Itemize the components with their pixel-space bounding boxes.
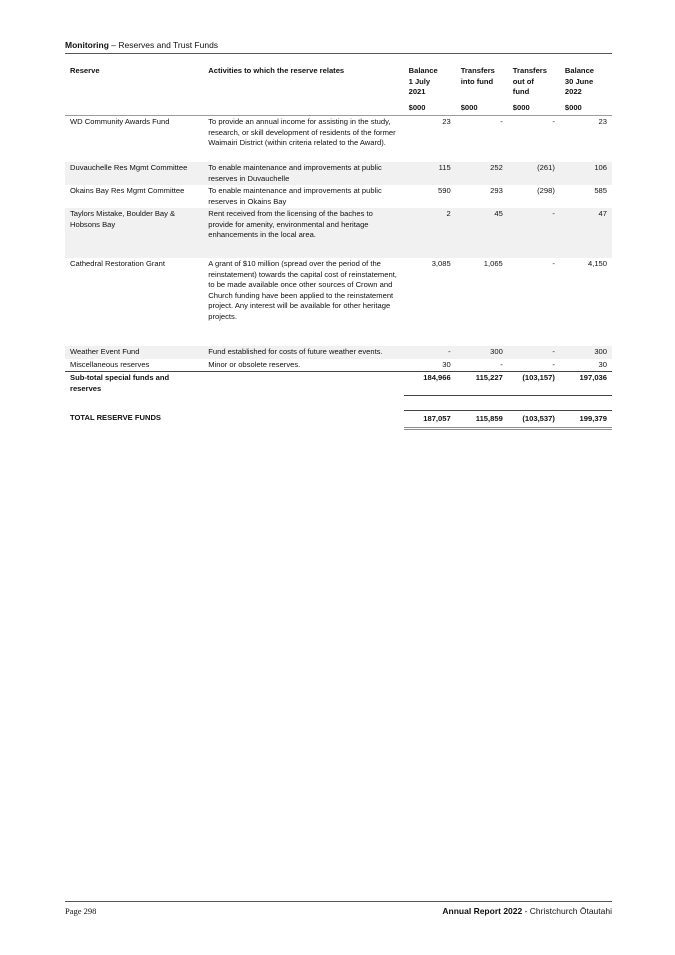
subtotal-row	[65, 372, 612, 396]
col-header-line: Balance	[564, 66, 595, 75]
col-header-line: Transfers	[512, 66, 547, 75]
col-header-transfers-out	[508, 64, 560, 100]
col-header-line: 2022	[564, 87, 582, 96]
units-blank	[203, 100, 403, 116]
header-rule	[65, 53, 612, 54]
report-org: - Christchurch Ōtautahi	[522, 906, 612, 916]
header-title: Reserves and Trust Funds	[118, 40, 219, 50]
total-in: 115,859	[456, 410, 508, 429]
transfers-out-cell: (261)	[508, 162, 560, 185]
reserve-name: Miscellaneous reserves	[65, 359, 203, 372]
col-header-line: into fund	[460, 76, 494, 86]
subtotal-label: Sub-total special funds and reserves	[70, 373, 170, 393]
reserve-name: Weather Event Fund	[65, 346, 203, 359]
total-out: (103,537)	[508, 410, 560, 429]
total-open: 187,057	[404, 410, 456, 429]
transfers-in-cell: -	[500, 117, 503, 126]
reserve-activity: Rent received from the licensing of the baches to provide for amenity, environmental and heritage enhancements in the local area.	[203, 208, 403, 258]
transfers-in-cell: 252	[456, 162, 508, 185]
units-blank	[65, 100, 203, 116]
page-number: Page 298	[65, 906, 97, 916]
col-header-line: Balance	[408, 66, 438, 75]
balance-open-cell: 23	[442, 117, 451, 126]
balance-close-cell: 300	[560, 346, 612, 359]
transfers-out-cell: -	[552, 117, 555, 126]
report-title: Annual Report 2022	[442, 906, 523, 916]
balance-close-cell: 23	[598, 117, 607, 126]
reserve-activity: To enable maintenance and improvements at public reserves in Okains Bay	[208, 186, 382, 206]
reserve-name: WD Community Awards Fund	[70, 117, 170, 126]
table-header-row	[65, 64, 612, 100]
balance-close-cell: 4,150	[587, 259, 607, 268]
reserve-name: Okains Bay Res Mgmt Committee	[70, 186, 185, 195]
reserve-name: Taylors Mistake, Boulder Bay & Hobsons Bay	[65, 208, 203, 258]
reserve-activity: To provide an annual income for assisting in the study, research, or skill development of residents of the former Waimairi District (within criteria related to the Award).	[208, 117, 396, 147]
transfers-in-cell: 1,065	[483, 259, 503, 268]
balance-open-cell: 115	[404, 162, 456, 185]
table-row	[65, 162, 612, 185]
col-header-line: fund	[512, 87, 530, 96]
units-cell: $000	[404, 100, 456, 116]
transfers-out-cell: -	[552, 259, 555, 268]
col-header-activities: Activities to which the reserve relates	[208, 66, 345, 75]
balance-open-cell: 30	[404, 359, 456, 372]
col-header-line: 2021	[408, 87, 426, 96]
footer-rule	[65, 901, 612, 902]
reserve-name: Duvauchelle Res Mgmt Committee	[65, 162, 203, 185]
units-cell: $000	[508, 100, 560, 116]
subtotal-in: 115,227	[456, 372, 508, 396]
col-header-line: 30 June	[564, 76, 594, 86]
table-row	[65, 359, 612, 372]
units-cell: $000	[560, 100, 612, 116]
reserve-activity: Fund established for costs of future weather events.	[203, 346, 403, 359]
balance-close-cell: 30	[560, 359, 612, 372]
col-header-line: 1 July	[408, 76, 431, 86]
page-header	[65, 40, 612, 50]
col-header-transfers-in	[456, 64, 508, 100]
total-row	[65, 410, 612, 429]
footer-report	[442, 906, 612, 916]
subtotal-blank	[203, 372, 403, 396]
total-label: TOTAL RESERVE FUNDS	[70, 413, 161, 422]
reserve-name: Cathedral Restoration Grant	[70, 259, 165, 268]
reserves-table	[65, 64, 612, 430]
table-row	[65, 258, 612, 346]
balance-open-cell: -	[404, 346, 456, 359]
total-close: 199,379	[560, 410, 612, 429]
transfers-out-cell: -	[508, 359, 560, 372]
col-header-balance-close	[560, 64, 612, 100]
transfers-out-cell: -	[508, 208, 560, 258]
total-blank	[203, 410, 403, 429]
transfers-out-cell: (298)	[537, 186, 555, 195]
col-header-reserve: Reserve	[70, 66, 100, 75]
header-separator: –	[108, 40, 119, 50]
balance-open-cell: 590	[438, 186, 451, 195]
transfers-in-cell: 300	[456, 346, 508, 359]
units-cell: $000	[456, 100, 508, 116]
transfers-in-cell: -	[456, 359, 508, 372]
col-header-line: out of	[512, 76, 534, 86]
subtotal-open: 184,966	[404, 372, 456, 396]
transfers-out-cell: -	[508, 346, 560, 359]
spacer-row	[65, 395, 612, 410]
reserve-activity: A grant of $10 million (spread over the period of the reinstatement) towards the capital cost of reinstatement, to be made available once other sources of Crown and Church funding have been applied to the reinstatement project. Any interest will be available for other heritage projects.	[208, 259, 397, 321]
reserve-activity: Minor or obsolete reserves.	[203, 359, 403, 372]
col-header-balance-open	[404, 64, 456, 100]
header-section: Monitoring	[65, 40, 109, 50]
transfers-in-cell: 293	[490, 186, 503, 195]
balance-close-cell: 47	[560, 208, 612, 258]
subtotal-close: 197,036	[560, 372, 612, 396]
reserve-activity: To enable maintenance and improvements at public reserves in Duvauchelle	[203, 162, 403, 185]
table-row	[65, 208, 612, 258]
table-row	[65, 185, 612, 208]
balance-open-cell: 2	[404, 208, 456, 258]
units-row	[65, 100, 612, 116]
table-row	[65, 116, 612, 163]
balance-open-cell: 3,085	[431, 259, 451, 268]
col-header-line: Transfers	[460, 66, 495, 75]
table-row	[65, 346, 612, 359]
balance-close-cell: 106	[560, 162, 612, 185]
balance-close-cell: 585	[594, 186, 607, 195]
transfers-in-cell: 45	[456, 208, 508, 258]
subtotal-out: (103,157)	[508, 372, 560, 396]
